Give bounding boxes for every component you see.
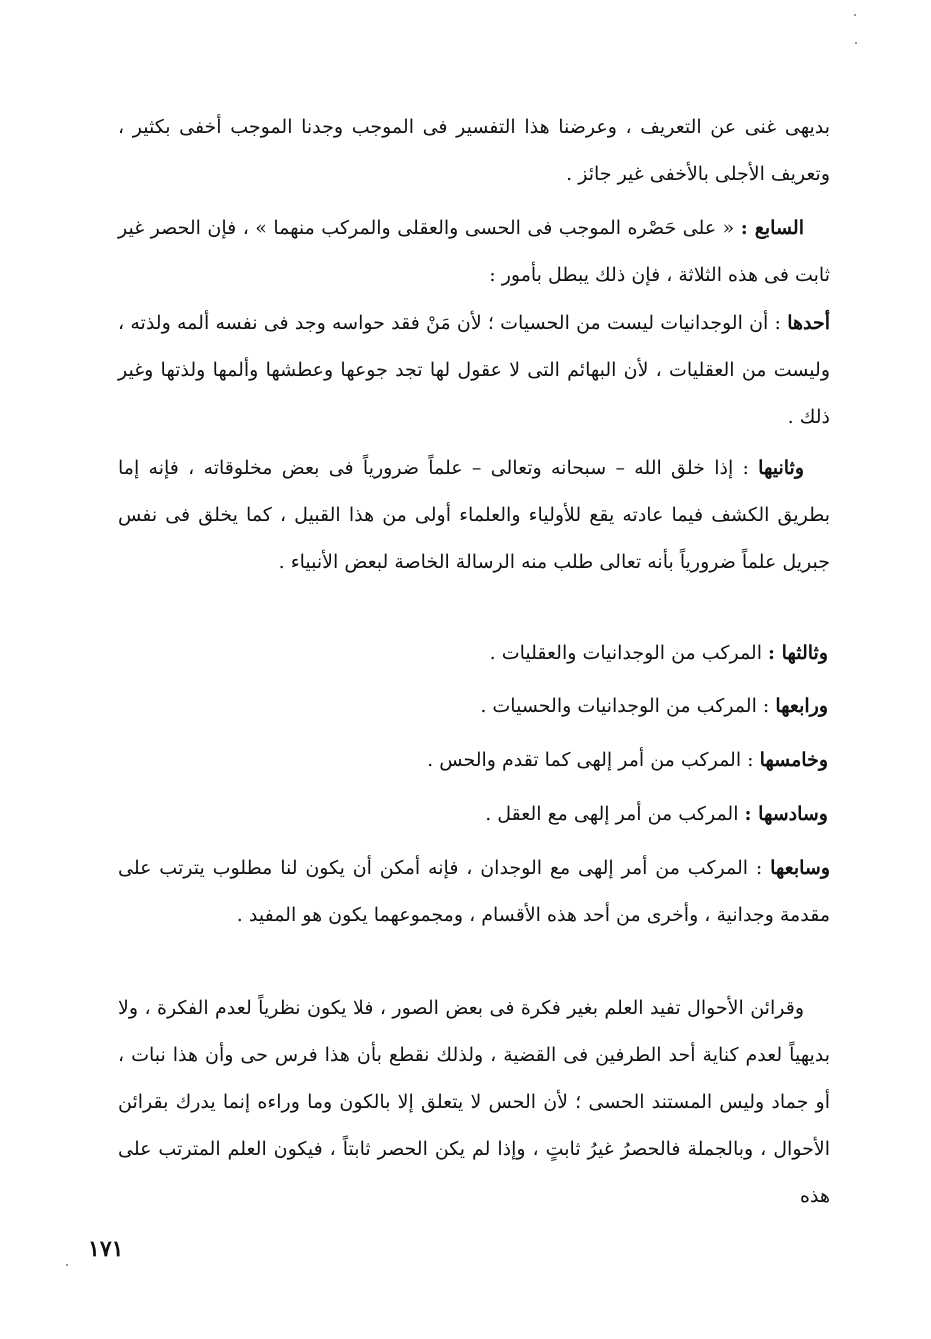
paragraph-text bbox=[118, 445, 830, 586]
paragraph-body: : المركب من أمر إلهى مع الوجدان ، فإنه أمكن أن يكون لنا مطلوب يترتب على مقدمة وجدانية ، وأخرى من أحد هذه الأقسام ، ومجموعهما يكون هو المفيد . bbox=[118, 857, 830, 926]
paragraph-lead: السابع : bbox=[740, 217, 804, 239]
paragraph-lead: وثانيها bbox=[758, 457, 804, 479]
paragraph-body: : أن الوجدانيات ليست من الحسيات ؛ لأن مَنْ فقد حواسه وجد فى نفسه ألمه ولذته ، وليست من العقليات ، لأن البهائم التى لا عقول لها تجد جوعها وعطشها وألمها ولذتها وغير ذلك . bbox=[118, 312, 830, 428]
scan-speck bbox=[854, 14, 856, 16]
paragraph-1 bbox=[118, 104, 830, 198]
paragraph-text bbox=[118, 205, 830, 299]
paragraph-text bbox=[118, 845, 830, 939]
list-item-third bbox=[490, 630, 828, 677]
paragraph-lead: وسابعها bbox=[770, 857, 830, 879]
item-lead: وثالثها : bbox=[768, 642, 828, 664]
item-body: : المركب من أمر إلهى كما تقدم والحس . bbox=[427, 749, 760, 771]
paragraph-text bbox=[118, 300, 830, 441]
paragraph-body: « على حَصْره الموجب فى الحسى والعقلى والمركب منهما » ، فإن الحصر غير ثابت فى هذه الثلاثة ، فإن ذلك يبطل بأمور : bbox=[118, 217, 830, 286]
list-item-sixth bbox=[485, 791, 828, 838]
item-lead: وسادسها : bbox=[744, 803, 828, 825]
paragraph-10 bbox=[118, 985, 830, 1220]
item-lead: وخامسها bbox=[759, 749, 828, 771]
list-item-fifth bbox=[427, 737, 828, 784]
item-body: المركب من أمر إلهى مع العقل . bbox=[485, 803, 745, 825]
paragraph-3 bbox=[118, 300, 830, 441]
list-item-fourth bbox=[480, 683, 828, 730]
page-number: ١٧١ bbox=[88, 1236, 124, 1262]
paragraph-9 bbox=[118, 845, 830, 939]
scan-speck bbox=[855, 42, 857, 44]
scan-speck bbox=[66, 1264, 68, 1266]
item-lead: ورابعها bbox=[775, 695, 828, 717]
paragraph-body: : إذا خلق الله – سبحانه وتعالى – علماً ضرورياً فى بعض مخلوقاته ، فإنه إما بطريق الكشف فيما عادته يقع للأولياء والعلماء أولى من هذا القبيل ، كما يخلق فى نفس جبريل علماً ضرورياً بأنه تعالى طلب منه الرسالة الخاصة لبعض الأنبياء . bbox=[118, 457, 830, 573]
paragraph-4 bbox=[118, 445, 830, 586]
paragraph-lead: أحدها bbox=[787, 312, 830, 334]
item-body: : المركب من الوجدانيات والحسيات . bbox=[480, 695, 776, 717]
item-body: المركب من الوجدانيات والعقليات . bbox=[489, 642, 769, 664]
paragraph-text: بديهى غنى عن التعريف ، وعرضنا هذا التفسير فى الموجب وجدنا الموجب أخفى بكثير ، وتعريف الأجلى بالأخفى غير جائز . bbox=[118, 116, 830, 185]
paragraph-text: وقرائن الأحوال تفيد العلم بغير فكرة فى بعض الصور ، فلا يكون نظرياً لعدم الفكرة ، ولا بديهياً لعدم كناية أحد الطرفين فى القضية ، ولذلك نقطع بأن هذا فرس حى وأن هذا نبات ، أو جماد وليس المستند الحسى ؛ لأن الحس لا يتعلق إلا بالكون وما وراءه إنما يدرك بقرائن الأحوال ، وبالجملة فالحصرُ غيرُ ثابتٍ ، وإذا لم يكن الحصر ثابتاً ، فيكون العلم المترتب على هذه bbox=[118, 997, 830, 1207]
paragraph-2 bbox=[118, 205, 830, 299]
